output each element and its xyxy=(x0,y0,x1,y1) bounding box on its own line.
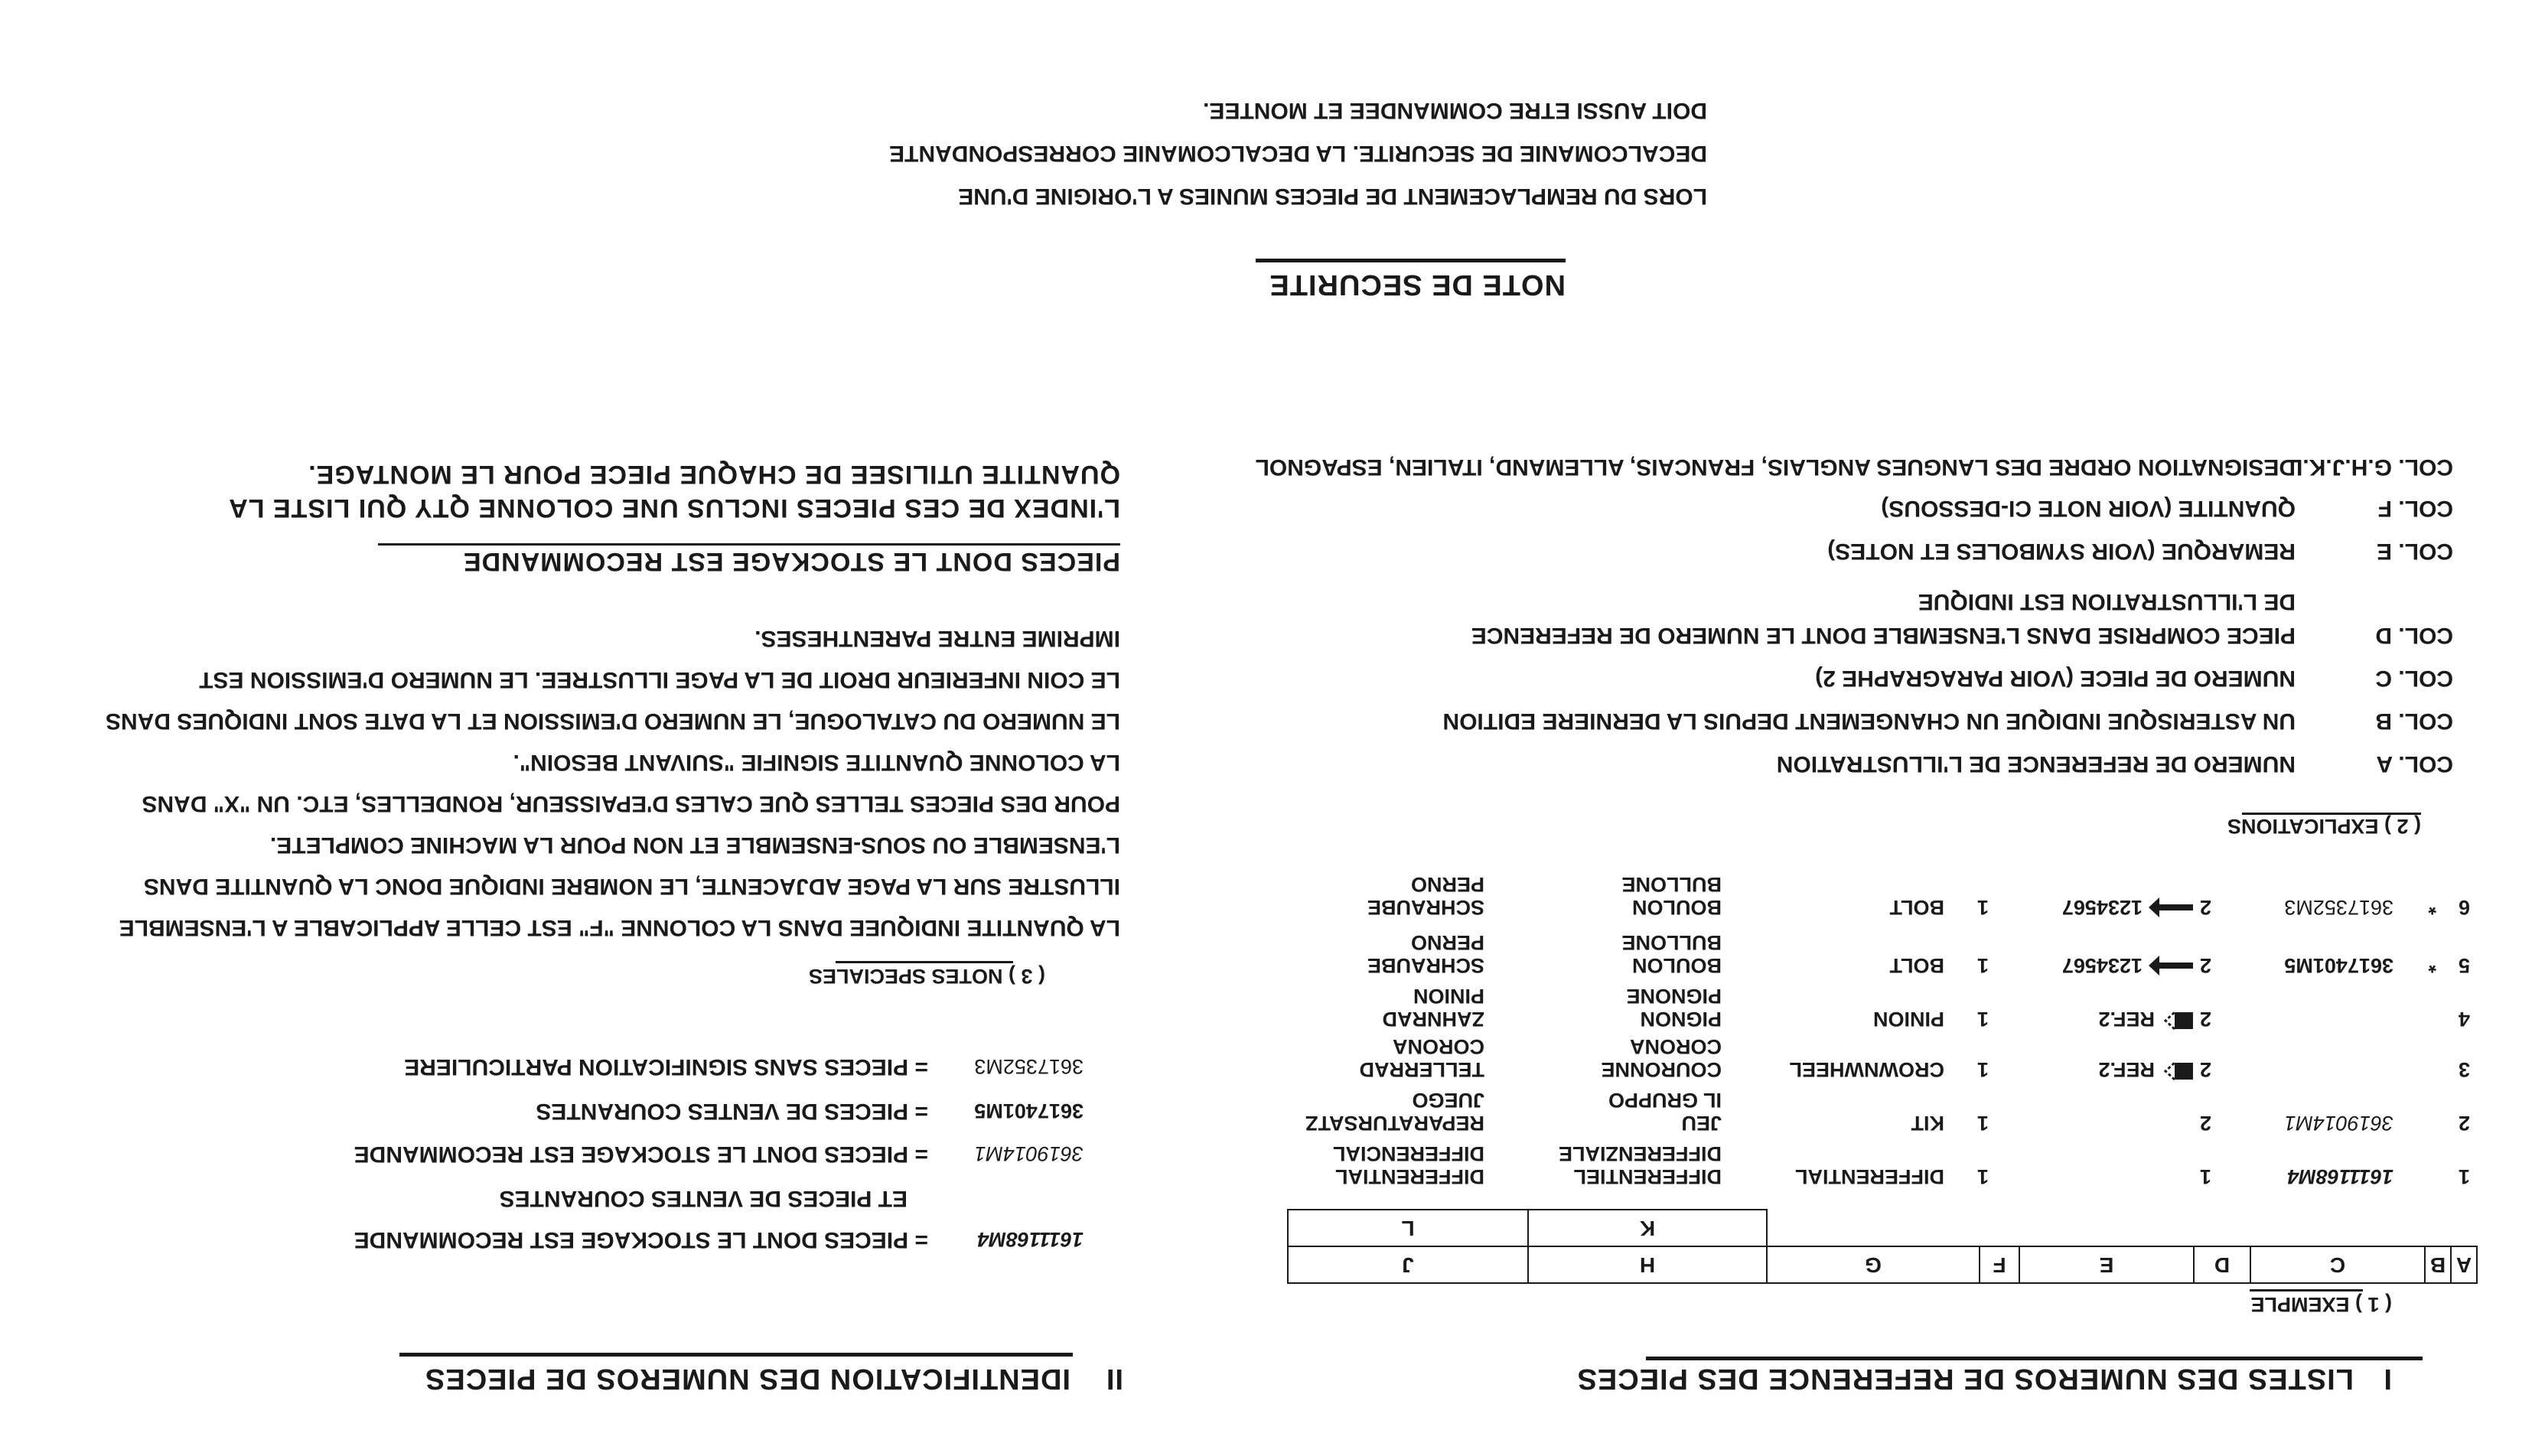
special-notes-label: ( 3 ) NOTES SPECIALES xyxy=(808,965,1045,988)
designation-fr: BOULON xyxy=(1632,896,1722,919)
ref-number: 2 xyxy=(2199,1008,2211,1031)
designation-en: KIT xyxy=(1911,1112,1944,1135)
col-header-d: D xyxy=(2194,1246,2250,1283)
explication-text: NUMERO DE REFERENCE DE L'ILLUSTRATION xyxy=(1776,751,2296,777)
remark: 1234567 xyxy=(2061,896,2143,919)
table-row: 1 xyxy=(2458,1165,2470,1188)
ref-arrow-icon xyxy=(2161,1008,2193,1034)
designation-en: BOLT xyxy=(1889,896,1944,919)
section2-number: II xyxy=(1105,1363,1123,1395)
designation-es: PINION xyxy=(1413,985,1484,1008)
designation-en: CROWNWHEEL xyxy=(1789,1058,1944,1081)
col-header-h: H xyxy=(1528,1246,1767,1283)
section1-title-underline xyxy=(1646,1357,2423,1360)
designation-it: BULLONE xyxy=(1621,931,1722,954)
col-header-k: K xyxy=(1528,1210,1767,1246)
designation-de: SCHRAUBE xyxy=(1367,896,1484,919)
id-text: = PIECES DE VENTES COURANTES xyxy=(536,1099,928,1124)
col-header-b: B xyxy=(2425,1246,2451,1283)
change-asterisk: * xyxy=(2428,896,2436,919)
part-number: 3617401M5 xyxy=(2284,954,2393,977)
part-number: 3617352M3 xyxy=(2284,896,2393,919)
designation-en: DIFFERENTIAL xyxy=(1795,1165,1944,1188)
designation-es: PERNO xyxy=(1410,931,1484,954)
explication-text: UN ASTERISQUE INDIQUE UN CHANGEMENT DEPUIS LA DERNIERE EDITION xyxy=(1442,708,2296,734)
designation-fr: BOULON xyxy=(1632,954,1722,977)
remark: REF.2 xyxy=(2098,1058,2155,1081)
quantity: 1 xyxy=(1976,1112,1989,1135)
remark: 1234567 xyxy=(2061,954,2143,977)
safety-note-title: NOTE DE SECURITE xyxy=(1269,269,1566,301)
section1-number: I xyxy=(2383,1363,2392,1395)
table-row: 4 xyxy=(2458,1008,2470,1031)
quantity: 1 xyxy=(1976,896,1989,919)
designation-it: CORONA xyxy=(1630,1035,1722,1058)
designation-de: ZAHNRAD xyxy=(1382,1008,1484,1031)
special-note-line: POUR DES PIECES TELLES QUE CALES D'EPAISSEUR, RONDELLES, ETC. UN "X" DANS xyxy=(142,791,1120,816)
id-part-number: 3619014M1 xyxy=(974,1142,1083,1165)
designation-fr: COURONNE xyxy=(1601,1058,1722,1081)
explication-col: COL. F xyxy=(2377,496,2453,521)
col-header-f: F xyxy=(1980,1246,2019,1283)
special-notes-underline xyxy=(836,961,1013,963)
special-note-line: LE COIN INFERIEUR DROIT DE LA PAGE ILLUSTREE. LE NUMERO D'EMISSION EST xyxy=(199,667,1120,692)
designation-fr: JEU xyxy=(1681,1112,1722,1135)
explication-text: PIECE COMPRISE DANS L'ENSEMBLE DONT LE NUMERO DE REFERENCE xyxy=(1471,623,2296,648)
special-note-line: LE NUMERO DU CATALOGUE, LE NUMERO D'EMISSION ET LA DATE SONT INDIQUES DANS xyxy=(105,708,1120,734)
arrow-left-icon xyxy=(2147,953,2193,979)
special-note-line: ILLUSTRE SUR LA PAGE ADJACENTE, LE NOMBRE INDIQUE DONC LA QUANTITE DANS xyxy=(143,874,1120,899)
quantity: 1 xyxy=(1976,954,1989,977)
arrow-left-icon xyxy=(2147,894,2193,920)
explication-text: NUMERO DE PIECE (VOIR PARAGRAPHE 2) xyxy=(1815,666,2296,691)
table-row: 6 xyxy=(2458,896,2470,919)
designation-de: DIFFERENTIAL xyxy=(1335,1165,1484,1188)
designation-es: DIFFERENCIAL xyxy=(1333,1142,1484,1165)
special-note-line: L'ENSEMBLE OU SOUS-ENSEMBLE ET NON POUR LA MACHINE COMPLETE. xyxy=(269,832,1120,858)
col-header-g: G xyxy=(1767,1246,1980,1283)
change-asterisk: * xyxy=(2428,954,2436,977)
part-number: 1611168M4 xyxy=(2287,1165,2393,1188)
col-header-c: C xyxy=(2250,1246,2425,1283)
col-header-e: E xyxy=(2019,1246,2194,1283)
explication-text: DESIGNATION ORDRE DES LANGUES ANGLAIS, FRANCAIS, ALLEMAND, ITALIEN, ESPAGNOL xyxy=(1255,454,2296,480)
designation-de: REPARATURSATZ xyxy=(1305,1112,1484,1135)
table-row: 5 xyxy=(2458,954,2470,977)
special-note-line: IMPRIME ENTRE PARENTHESES. xyxy=(754,626,1120,651)
safety-line: LORS DU REMPLACEMENT DE PIECES MUNIES A L'ORIGINE D'UNE xyxy=(958,184,1707,209)
designation-en: BOLT xyxy=(1889,954,1944,977)
designation-es: CORONA xyxy=(1393,1035,1484,1058)
id-text: = PIECES DONT LE STOCKAGE EST RECOMMANDE xyxy=(354,1227,928,1252)
explications-label: ( 2 ) EXPLICATIONS xyxy=(2227,815,2421,838)
explication-col: COL. D xyxy=(2375,623,2453,648)
example-table xyxy=(1287,1209,2478,1284)
id-part-number: 3617352M3 xyxy=(974,1055,1083,1078)
ref-arrow-icon xyxy=(2161,1058,2193,1084)
ref-number: 2 xyxy=(2199,1112,2211,1135)
section2-title-underline xyxy=(399,1353,1073,1357)
id-text: ET PIECES DE VENTES COURANTES xyxy=(499,1186,908,1211)
stock-line: QUANTITE UTILISEE DE CHAQUE PIECE POUR LE MONTAGE. xyxy=(308,460,1120,489)
explication-col: COL. A xyxy=(2376,751,2453,777)
ref-number: 2 xyxy=(2199,1058,2211,1081)
designation-es: PERNO xyxy=(1410,873,1484,896)
col-header-a: A xyxy=(2451,1246,2477,1283)
col-header-j: J xyxy=(1288,1246,1528,1283)
quantity: 1 xyxy=(1976,1058,1989,1081)
part-number: 3619014M1 xyxy=(2284,1112,2393,1135)
stock-title: PIECES DONT LE STOCKAGE EST RECOMMANDE xyxy=(462,547,1120,576)
id-text: = PIECES SANS SIGNIFICATION PARTICULIERE xyxy=(404,1054,928,1080)
id-part-number: 3617401M5 xyxy=(974,1099,1083,1122)
designation-de: TELLERRAD xyxy=(1359,1058,1484,1081)
special-note-line: LA QUANTITE INDIQUEE DANS LA COLONNE "F" EST CELLE APPLICABLE A L'ENSEMBLE xyxy=(119,915,1120,940)
designation-de: SCHRAUBE xyxy=(1367,954,1484,977)
designation-fr: PIGNON xyxy=(1640,1008,1722,1031)
ref-number: 2 xyxy=(2199,954,2211,977)
ref-number: 1 xyxy=(2199,1165,2211,1188)
section2-title: IDENTIFICATION DES NUMEROS DE PIECES xyxy=(425,1363,1070,1395)
stock-line: L'INDEX DE CES PIECES INCLUS UNE COLONNE QTY QUI LISTE LA xyxy=(228,493,1120,523)
example-label: ( 1 ) EXEMPLE xyxy=(2250,1293,2392,1316)
remark: REF.2 xyxy=(2098,1008,2155,1031)
safety-note-underline xyxy=(1256,259,1566,262)
section1-title: LISTES DES NUMEROS DE REFERENCE DES PIECES xyxy=(1576,1363,2354,1395)
designation-it: PIGNONE xyxy=(1626,985,1722,1008)
quantity: 1 xyxy=(1976,1008,1989,1031)
col-header-l: L xyxy=(1288,1210,1528,1246)
table-header-row-2 xyxy=(1288,1210,2477,1246)
explication-col: COL. C xyxy=(2375,666,2453,691)
id-text: = PIECES DONT LE STOCKAGE EST RECOMMANDE xyxy=(354,1142,928,1167)
safety-line: DOIT AUSSI ETRE COMMANDEE ET MONTEE. xyxy=(1203,98,1707,123)
table-row: 3 xyxy=(2458,1058,2470,1081)
quantity: 1 xyxy=(1976,1165,1989,1188)
designation-it: BULLONE xyxy=(1621,873,1722,896)
safety-line: DECALCOMANIE DE SECURITE. LA DECALCOMANIE CORRESPONDANTE xyxy=(889,141,1707,166)
id-part-number: 1611168M4 xyxy=(977,1228,1083,1251)
designation-it: IL GRUPPO xyxy=(1608,1089,1722,1112)
explication-col: COL. B xyxy=(2375,708,2453,734)
designation-es: JUEGO xyxy=(1412,1089,1484,1112)
stock-title-underline xyxy=(378,543,1120,546)
designation-en: PINION xyxy=(1872,1008,1944,1031)
explication-text: QUANTITE (VOIR NOTE CI-DESSOUS) xyxy=(1881,496,2296,521)
table-header-row xyxy=(1288,1246,2477,1283)
explications-underline xyxy=(2242,813,2421,815)
special-note-line: LA COLONNE QUANTITE SIGNIFIE "SUIVANT BESOIN". xyxy=(513,750,1120,775)
designation-fr: DIFFERENTIEL xyxy=(1573,1165,1722,1188)
explication-col: COL. E xyxy=(2376,539,2453,564)
explication-col: COL. G.H.J.K.L xyxy=(2288,454,2453,480)
designation-it: DIFFERENZIALE xyxy=(1559,1142,1722,1165)
example-underline xyxy=(2250,1289,2363,1292)
explication-text: REMARQUE (VOIR SYMBOLES ET NOTES) xyxy=(1827,539,2296,564)
table-row: 2 xyxy=(2458,1112,2470,1135)
ref-number: 2 xyxy=(2199,896,2211,919)
explication-text: DE L'ILLUSTRATION EST INDIQUE xyxy=(1918,589,2296,614)
